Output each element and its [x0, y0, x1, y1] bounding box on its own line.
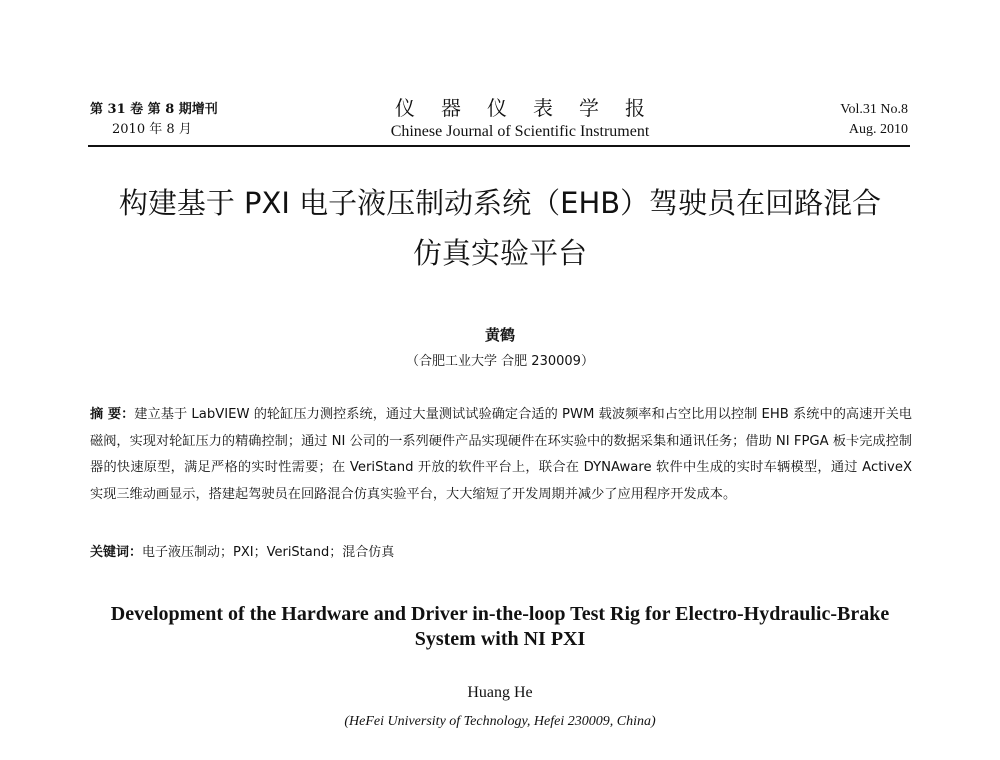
journal-issue-info: [90, 100, 218, 140]
issue-date-en: Aug. 2010: [848, 122, 908, 137]
paper-title-en-line1: Development of the Hardware and Driver in-the-loop Test Rig for Electro-Hydraulic-Brake: [110, 603, 890, 625]
affiliation-cn: （合肥工业大学 合肥 230009）: [406, 354, 594, 369]
journal-name: [360, 96, 680, 142]
issue-date-cn: 2010 年 8 月: [112, 122, 192, 137]
abstract-label: 摘 要：: [90, 407, 135, 422]
header-rule: [88, 145, 910, 147]
author-cn: 黄鹤: [484, 326, 515, 344]
paper-title-cn-line2: 仿真实验平台: [412, 236, 587, 270]
journal-name-cn: 仪器仪表学报: [395, 96, 671, 120]
abstract-text: 建立基于 LabVIEW 的轮缸压力测控系统，通过大量测试试验确定合适的 PWM 载波频率和占空比用以控制 EHB 系统中的高速开关电磁阀，实现对轮缸压力的精确控制；通过 NI 公司的一系列硬件产品实现硬件在环实验中的数据采集和通讯任务；借助 NI FPGA 板卡完成控制器的快速原型，满足严格的实时性需要；在 VeriStand 开放的软件平台上，联合在 DYNAware 软件中生成的实时车辆模型，通过 ActiveX 实现三维动画显示，搭建起驾驶员在回路混合仿真实验平台，大大缩短了开发周期并减少了应用程序开发成本。: [90, 407, 912, 502]
affiliation-en: (HeFei University of Technology, Hefei 230009, China): [344, 714, 656, 729]
keywords-label: 关键词：: [90, 545, 143, 560]
vol-no: Vol.31 No.8: [840, 102, 908, 117]
paper-title-en: [80, 602, 920, 652]
keywords: [90, 542, 912, 564]
volume-issue: 第 31 卷 第 8 期增刊: [90, 102, 218, 117]
author-en: Huang He: [467, 684, 533, 701]
journal-volume-info: [840, 100, 908, 140]
abstract: [90, 402, 912, 508]
paper-title-en-line2: System with NI PXI: [414, 628, 586, 650]
journal-name-en: Chinese Journal of Scientific Instrument: [390, 123, 650, 140]
paper-title-cn-line1: 构建基于 PXI 电子液压制动系统（EHB）驾驶员在回路混合: [118, 186, 882, 220]
keywords-text: 电子液压制动；PXI；VeriStand；混合仿真: [142, 545, 395, 560]
paper-title-cn: [60, 178, 940, 278]
